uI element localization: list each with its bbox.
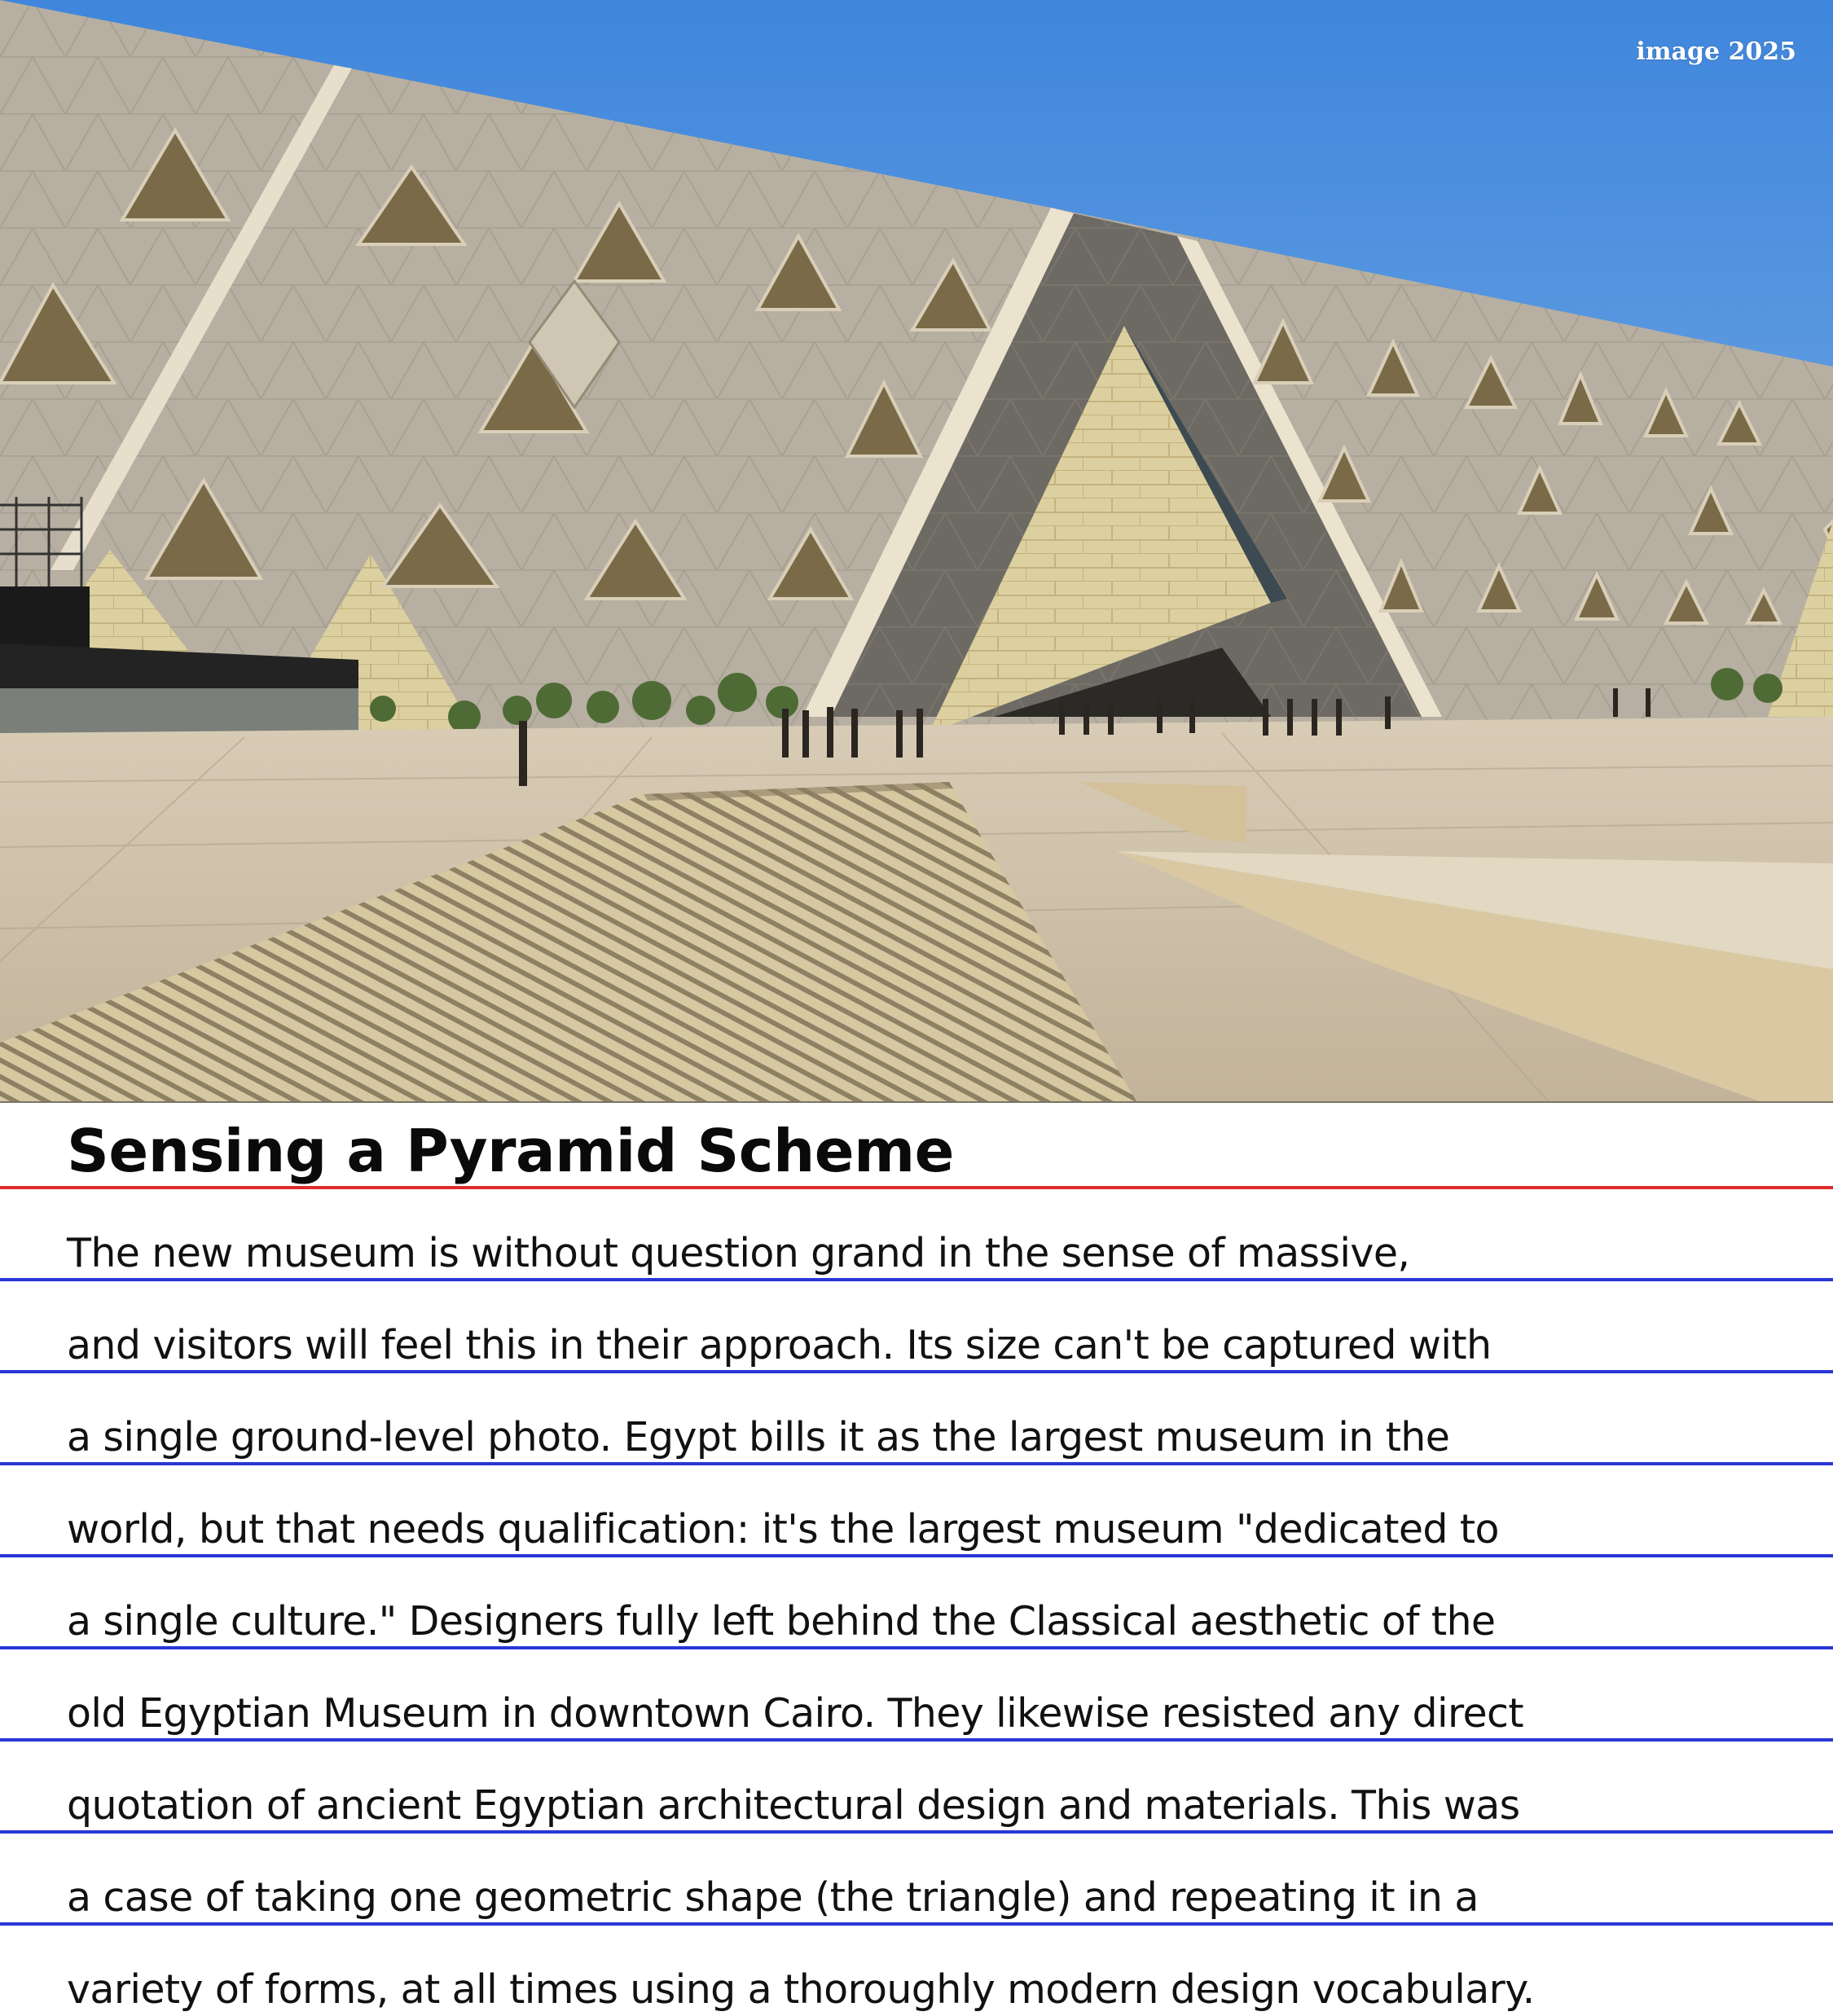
body-line <box>0 1465 1833 1557</box>
body-line-text: variety of forms, at all times using a thoroughly modern design vocabulary. <box>67 1966 1535 2013</box>
body-line-text: world, but that needs qualification: it's the largest museum "dedicated to <box>67 1506 1499 1553</box>
body-line-text: old Egyptian Museum in downtown Cairo. They likewise resisted any direct <box>67 1690 1523 1737</box>
body-line-text: a single ground-level photo. Egypt bills it as the largest museum in the <box>67 1414 1450 1460</box>
body-line <box>0 1189 1833 1281</box>
article-body <box>0 1189 1833 2014</box>
body-line-text: The new museum is without question grand in the sense of massive, <box>67 1230 1410 1276</box>
body-line-text: quotation of ancient Egyptian architectural design and materials. This was <box>67 1782 1520 1829</box>
body-line-text: a single culture." Designers fully left behind the Classical aesthetic of the <box>67 1598 1496 1645</box>
body-line <box>0 1373 1833 1465</box>
body-line <box>0 1649 1833 1741</box>
image-credit: image 2025 <box>1636 37 1796 66</box>
body-line <box>0 1926 1833 2014</box>
body-line-text: a case of taking one geometric shape (the triangle) and repeating it in a <box>67 1874 1479 1921</box>
body-line <box>0 1834 1833 1926</box>
body-line <box>0 1281 1833 1373</box>
body-line <box>0 1741 1833 1834</box>
article-title: Sensing a Pyramid Scheme <box>67 1117 954 1185</box>
body-line-text: and visitors will feel this in their approach. Its size can't be captured with <box>67 1322 1492 1368</box>
article <box>0 1101 1833 2016</box>
body-line <box>0 1557 1833 1649</box>
